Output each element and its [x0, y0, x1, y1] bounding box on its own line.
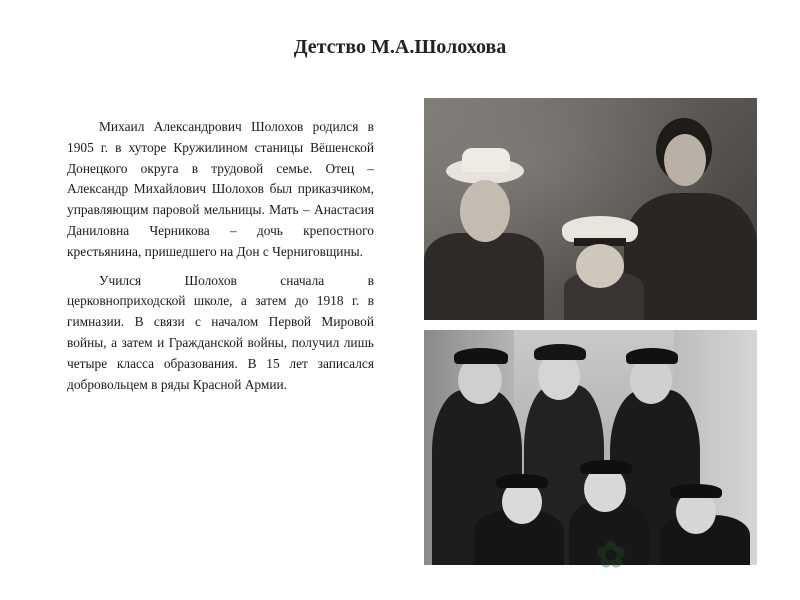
paragraph-biography: Михаил Александрович Шолохов родился в 1905 г. в хуторе Кружилином станицы Вёшенской Донецкого округа в трудовой семье. Отец – Александр Михайлович Шолохов был приказчиком, управляющим паровой мельницы. Мать – Анастасия Даниловна Черникова – дочь крепостного крестьянина, пришедшего на Дон с Черниговщины.: [67, 119, 374, 259]
boy-back-2-cap: [534, 344, 586, 360]
boy-face: [576, 244, 624, 288]
page-title: Детство М.А.Шолохова: [293, 36, 507, 58]
father-hat-crown: [462, 148, 510, 172]
father-face: [460, 180, 510, 242]
mother-face: [664, 134, 706, 186]
family-portrait-photo: [424, 98, 757, 320]
boy-back-3-cap: [626, 348, 678, 364]
body-text: [67, 117, 374, 403]
schoolboys-group-photo: [424, 330, 757, 565]
paragraph-education: Учился Шолохов сначала в церковноприходской школе, а затем до 1918 г. в гимназии. В связи с началом Первой Мировой войны, а затем и Гражданской войны, получил лишь четыре класса образования. В 15 лет записался добровольцем в ряды Красной Армии.: [67, 272, 374, 392]
boy-front-3-cap: [670, 484, 722, 498]
watermark-logo-icon: ✿: [596, 534, 627, 575]
boy-front-2-cap: [580, 460, 632, 474]
boy-front-1-cap: [496, 474, 548, 488]
father-figure: [424, 233, 544, 320]
boy-back-1-cap: [454, 348, 508, 364]
